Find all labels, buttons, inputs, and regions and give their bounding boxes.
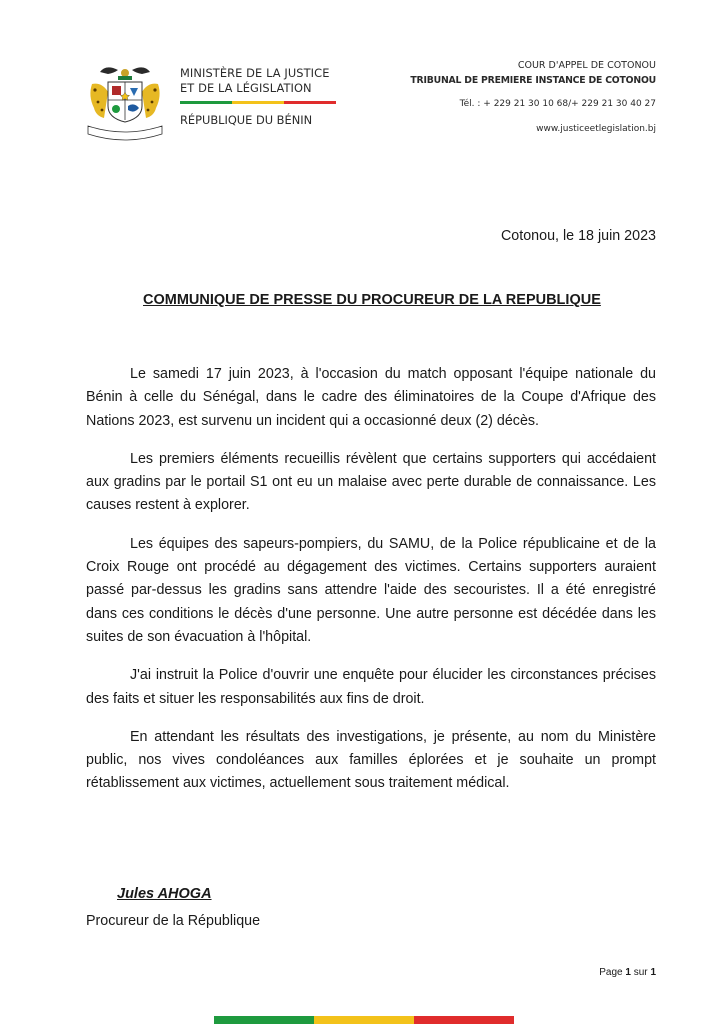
signatory-title: Procureur de la République xyxy=(86,913,261,929)
flag-green-stripe xyxy=(180,101,232,104)
paragraph-4: J'ai instruit la Police d'ouvrir une enquête pour élucider les circonstances précises des faits et situer les responsabilités aux fins de droit. xyxy=(86,667,656,707)
country-name: RÉPUBLIQUE DU BÉNIN xyxy=(180,113,313,127)
telephone-numbers: Tél. : + 229 21 30 10 68/+ 229 21 30 40 27 xyxy=(459,99,656,109)
flag-color-bar xyxy=(180,101,336,104)
footer-red-stripe xyxy=(414,1016,514,1024)
paragraph-3: Les équipes des sapeurs-pompiers, du SAMU, de la Police républicaine et de la Croix Rouge ont procédé au dégagement des victimes. Certains supporters auraient passé par-dessus les gradins sans attendre l'aide des secouristes. Il a été enregistré dans ces conditions le décès d'une personne. Une autre personne est décédée dans les suites de son évacuation à l'hôpital. xyxy=(86,535,656,645)
ministry-name xyxy=(180,66,340,96)
page-of: sur xyxy=(633,967,648,978)
paragraph-1: Le samedi 17 juin 2023, à l'occasion du match opposant l'équipe nationale du Bénin à celle du Sénégal, dans le cadre des éliminatoires de la Coupe d'Afrique des Nations 2023, est survenu un incident qui a occasionné deux (2) décès. xyxy=(86,366,656,429)
page-label: Page xyxy=(599,967,623,978)
paragraph-2: Les premiers éléments recueillis révèlent que certains supporters qui accédaient aux gradins par le portail S1 ont eu un malaise avec perte durable de connaissance. Les causes restent à explorer. xyxy=(86,450,656,514)
document-title: COMMUNIQUE DE PRESSE DU PROCUREUR DE LA REPUBLIQUE xyxy=(143,292,601,308)
ministry-line-1: MINISTÈRE DE LA JUSTICE xyxy=(180,66,330,80)
flag-yellow-stripe xyxy=(232,101,284,104)
document-date: Cotonou, le 18 juin 2023 xyxy=(500,228,656,244)
footer-green-stripe xyxy=(214,1016,314,1024)
page-current: 1 xyxy=(625,967,631,978)
tribunal-name: TRIBUNAL DE PREMIERE INSTANCE DE COTONOU xyxy=(410,75,656,86)
coat-of-arms-logo xyxy=(84,62,166,144)
ministry-line-2: ET DE LA LÉGISLATION xyxy=(180,81,312,95)
footer-flag-bar xyxy=(214,1016,514,1024)
flag-red-stripe xyxy=(284,101,336,104)
court-name: COUR D'APPEL DE COTONOU xyxy=(517,60,656,71)
website-link[interactable]: www.justiceetlegislation.bj xyxy=(536,124,656,134)
signatory-name: Jules AHOGA xyxy=(117,886,212,902)
footer-yellow-stripe xyxy=(314,1016,414,1024)
paragraph-5: En attendant les résultats des investigations, je présente, au nom du Ministère public, nos vives condoléances aux familles éplorées et je souhaite un prompt rétablissement aux victimes, actuellement sous traitement médical. xyxy=(86,728,656,792)
document-body xyxy=(86,363,656,811)
page-total: 1 xyxy=(650,967,656,978)
page-number xyxy=(599,967,656,978)
